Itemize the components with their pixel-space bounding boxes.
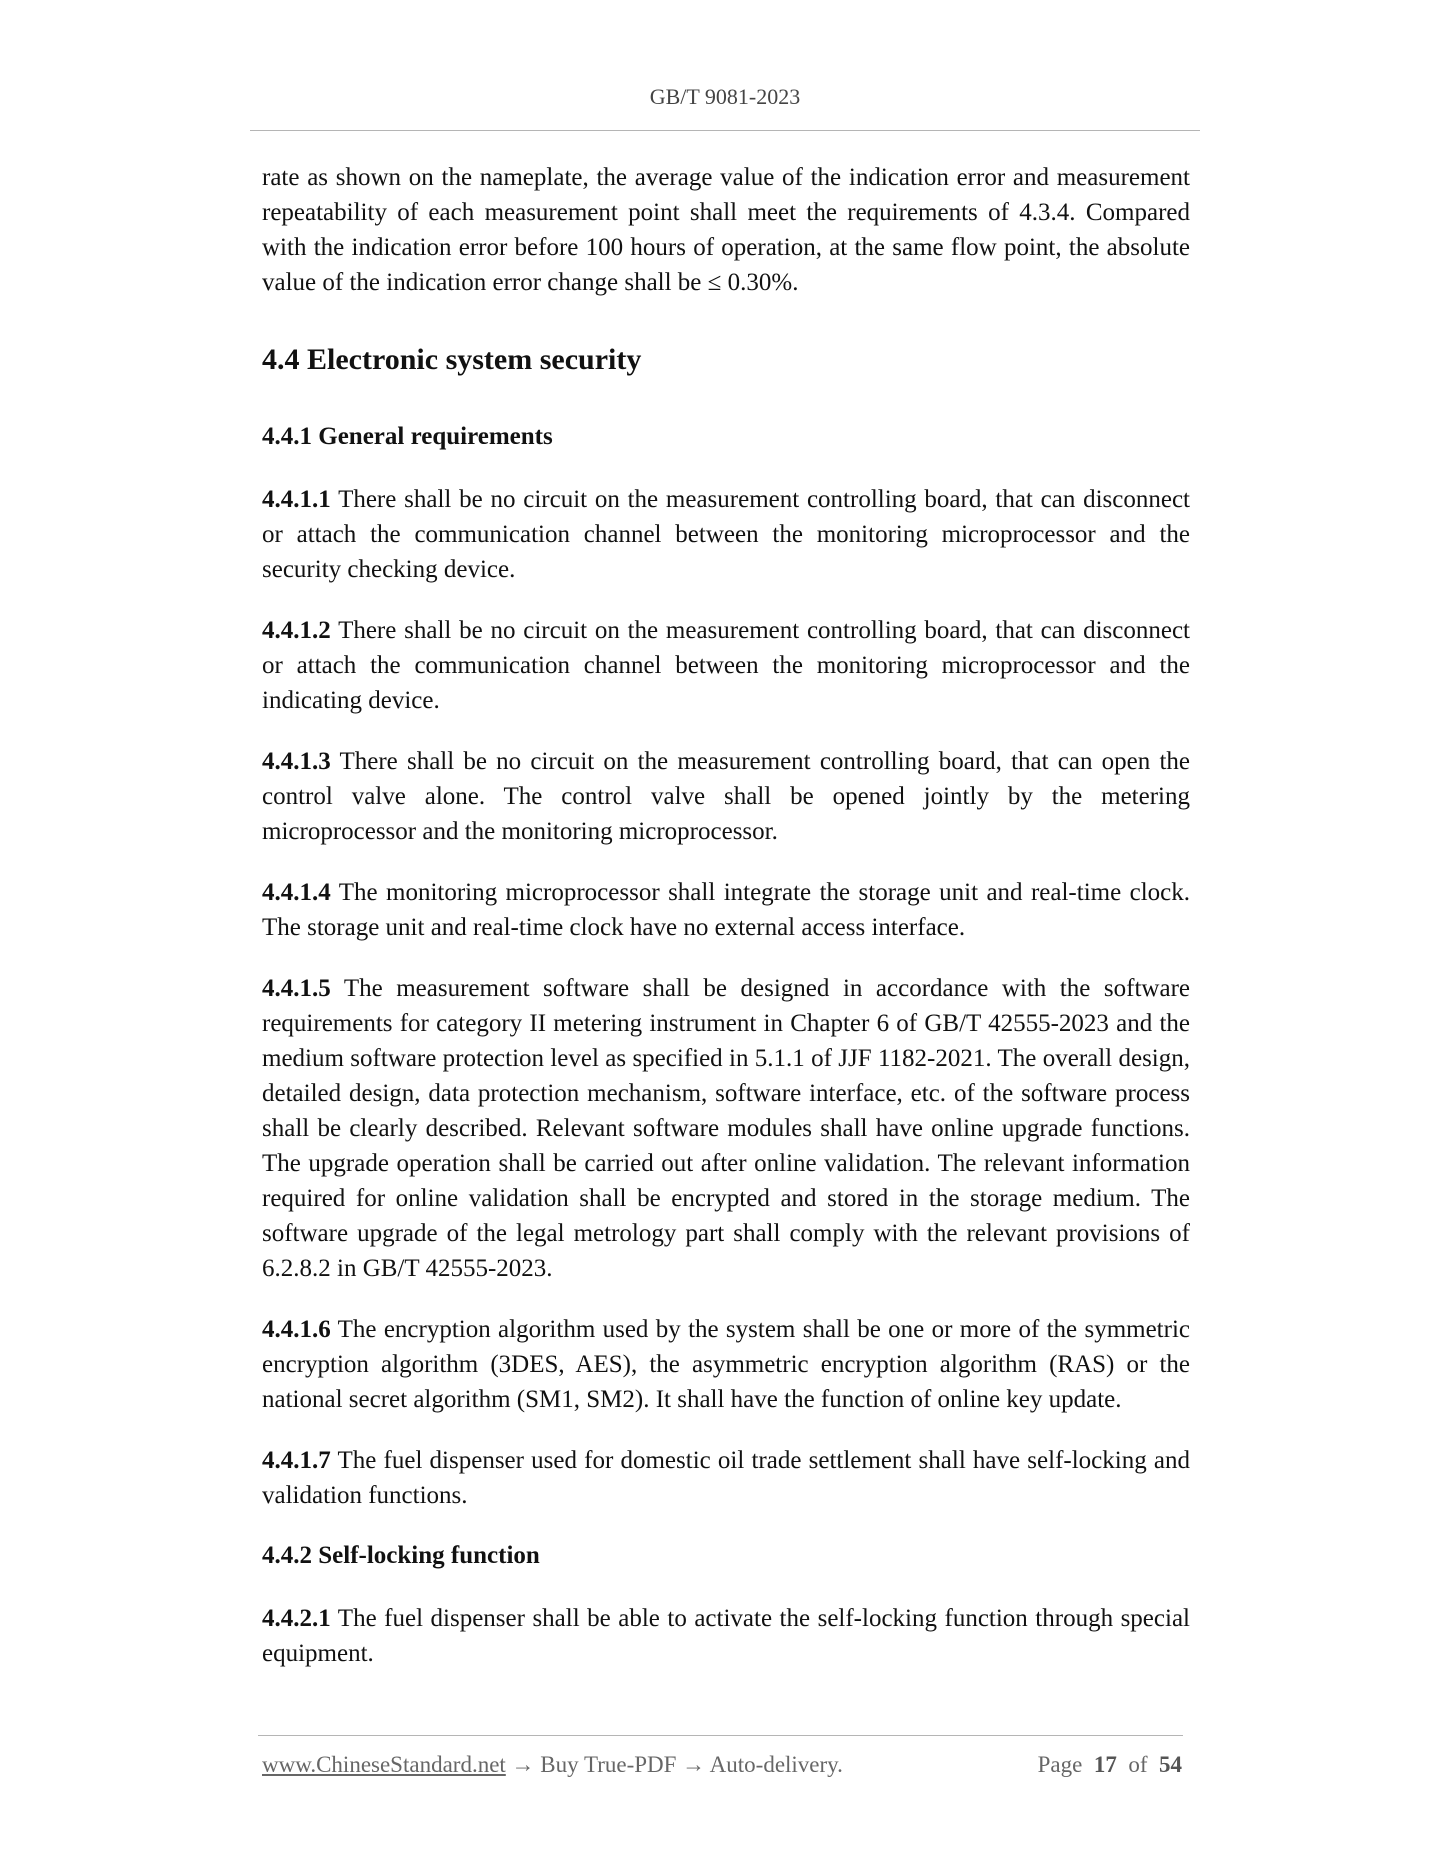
- subsection-title-self-locking: 4.4.2 Self-locking function: [262, 1542, 540, 1569]
- clause-number: 4.4.1.7: [262, 1447, 331, 1474]
- footer-promo: [262, 1752, 843, 1778]
- clause-number: 4.4.2.1: [262, 1605, 331, 1632]
- page-label: Page: [1037, 1752, 1083, 1777]
- clause-4-4-1-6: [262, 1312, 1190, 1417]
- clause-4-4-1-7: [262, 1443, 1190, 1513]
- clause-text: The monitoring microprocessor shall integrate the storage unit and real-time clock. The storage unit and real-time clock have no external access interface.: [262, 879, 1190, 941]
- clause-text: The encryption algorithm used by the system shall be one or more of the symmetric encryption algorithm (3DES, AES), the asymmetric encryption algorithm (RAS) or the national secret algorithm (SM1, SM2). It shall have the function of online key update.: [262, 1316, 1190, 1413]
- clause-number: 4.4.1.2: [262, 617, 331, 644]
- clause-text: There shall be no circuit on the measurement controlling board, that can disconnect or attach the communication channel between the monitoring microprocessor and the security checking device.: [262, 486, 1190, 583]
- promo-text: → Buy True-PDF → Auto-delivery.: [505, 1752, 843, 1777]
- page-header: [250, 84, 1200, 110]
- standard-code: GB/T 9081-2023: [649, 84, 801, 109]
- clause-text: The fuel dispenser used for domestic oil trade settlement shall have self-locking and validation functions.: [262, 1447, 1190, 1509]
- clause-text: The measurement software shall be designed in accordance with the software requirements for category II metering instrument in Chapter 6 of GB/T 42555-2023 and the medium software protection level as specified in 5.1.1 of JJF 1182-2021. The overall design, detailed design, data protection mechanism, software interface, etc. of the software process shall be clearly described. Relevant software modules shall have online upgrade functions. The upgrade operation shall be carried out after online validation. The relevant information required for online validation shall be encrypted and stored in the storage medium. The software upgrade of the legal metrology part shall comply with the relevant provisions of 6.2.8.2 in GB/T 42555-2023.: [262, 975, 1190, 1282]
- subsection-title-general: 4.4.1 General requirements: [262, 423, 553, 450]
- page-total: 54: [1159, 1752, 1182, 1777]
- page-of: of: [1128, 1752, 1148, 1777]
- clause-text: There shall be no circuit on the measurement controlling board, that can open the control valve alone. The control valve shall be opened jointly by the metering microprocessor and the monitoring microprocessor.: [262, 748, 1190, 845]
- page-indicator: [1038, 1752, 1182, 1778]
- site-link[interactable]: www.ChineseStandard.net: [262, 1752, 506, 1777]
- clause-4-4-1-5: [262, 971, 1190, 1286]
- clause-number: 4.4.1.5: [262, 975, 331, 1002]
- clause-number: 4.4.1.4: [262, 879, 331, 906]
- clause-number: 4.4.1.3: [262, 748, 331, 775]
- clause-4-4-2-1: [262, 1601, 1190, 1671]
- clause-4-4-1-2: [262, 613, 1190, 718]
- document-body: [262, 160, 1190, 1697]
- clause-4-4-1-1: [262, 482, 1190, 587]
- page-current: 17: [1093, 1752, 1117, 1777]
- clause-text: The fuel dispenser shall be able to activate the self-locking function through special equipment.: [262, 1605, 1190, 1667]
- clause-4-4-1-4: [262, 875, 1190, 945]
- clause-4-4-1-3: [262, 744, 1190, 849]
- footer-divider: [258, 1735, 1183, 1736]
- clause-number: 4.4.1.1: [262, 486, 331, 513]
- clause-number: 4.4.1.6: [262, 1316, 331, 1343]
- clause-text: There shall be no circuit on the measurement controlling board, that can disconnect or attach the communication channel between the monitoring microprocessor and the indicating device.: [262, 617, 1190, 714]
- intro-paragraph: rate as shown on the nameplate, the average value of the indication error and measurement repeatability of each measurement point shall meet the requirements of 4.3.4. Compared with the indication error before 100 hours of operation, at the same flow point, the absolute value of the indication error change shall be ≤ 0.30%.: [262, 164, 1190, 296]
- section-title: 4.4 Electronic system security: [262, 343, 642, 376]
- header-divider: [250, 130, 1200, 131]
